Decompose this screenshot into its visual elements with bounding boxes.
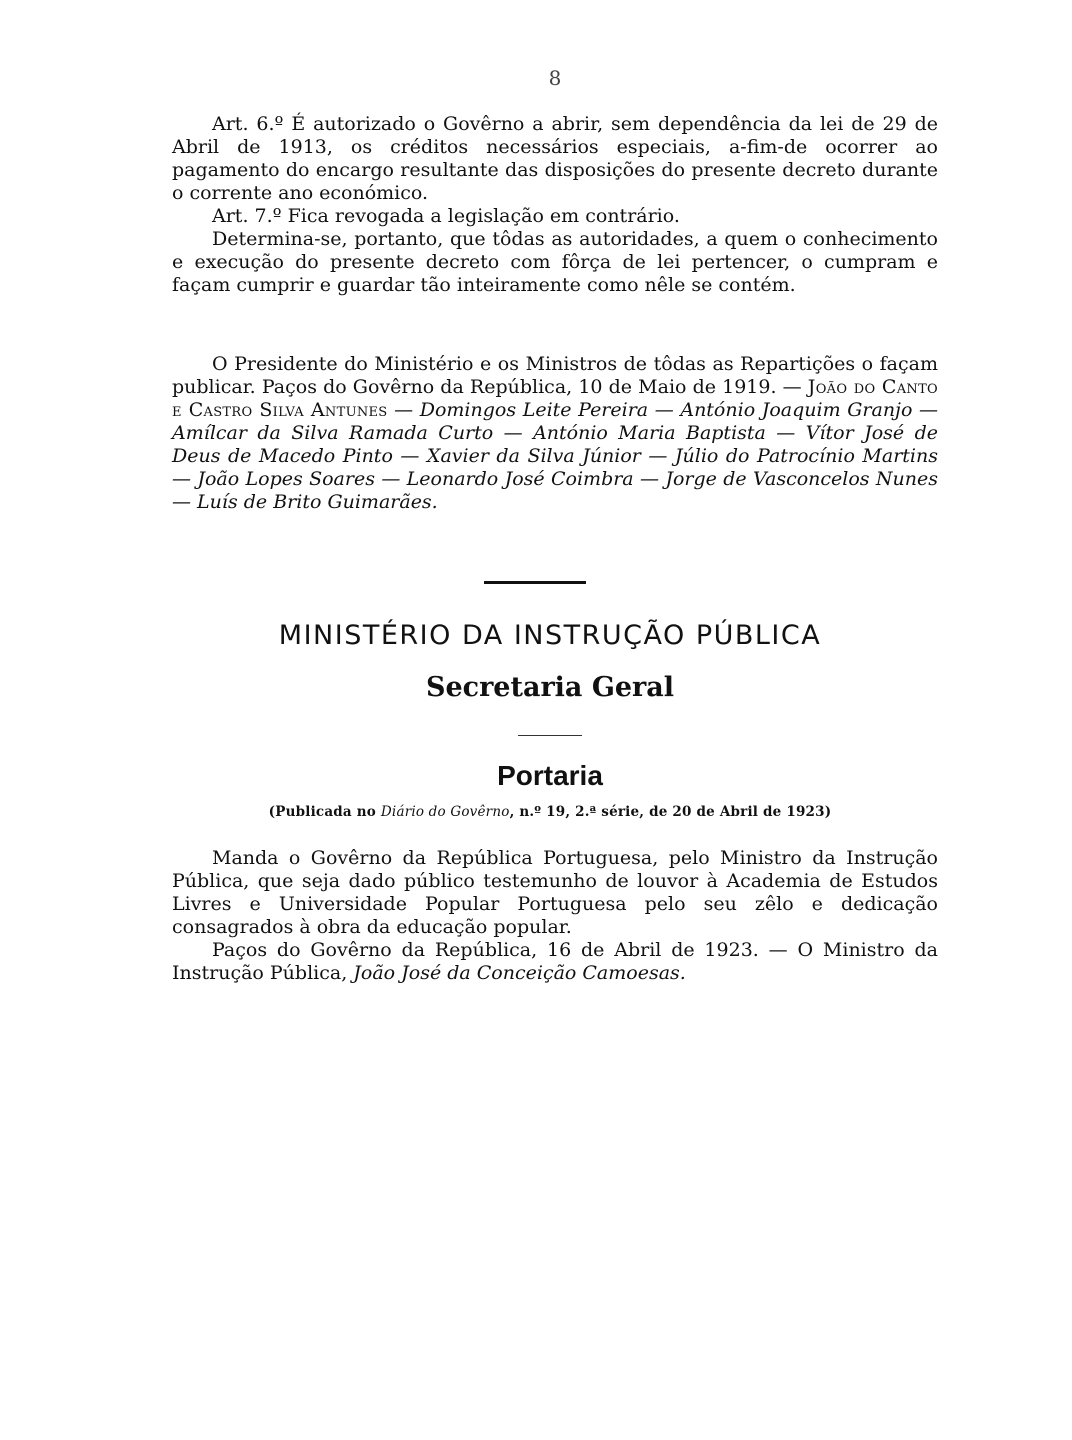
article-6-paragraph: Art. 6.º É autorizado o Govêrno a abrir, sem dependência da lei de 29 de Abril de 1913, os créditos necessários especiais, a-fim-de ocorrer ao pagamento do encargo resultante das disposições do presente decreto durante o corrente ano económico. [172,113,938,204]
portaria-title: Portaria [497,760,603,791]
portaria-text-block [172,847,938,985]
signatures-block [172,353,938,514]
article-7-paragraph: Art. 7.º Fica revogada a legislação em contrário. [212,205,680,227]
ministry-heading: MINISTÉRIO DA INSTRUÇÃO PÚBLICA [278,620,822,651]
publication-note: (Publicada no Diário do Govêrno, n.º 19, 2.ª série, de 20 de Abril de 1923) [268,804,832,820]
president-signature: João do Canto e Castro Silva Antunes [172,376,938,421]
section-divider-thin [518,735,582,736]
publication-order-text: O Presidente do Ministério e os Ministros de tôdas as Repartições o façam publicar. Paços do Govêrno da República, 10 de Maio de 1919. — [172,353,938,398]
department-heading: Secretaria Geral [425,672,675,703]
ministers-signatures: — Domingos Leite Pereira — António Joaquim Granjo — Amílcar da Silva Ramada Curto — António Maria Baptista — Vítor José de Deus de Macedo Pinto — Xavier da Silva Júnior — Júlio do Patrocínio Martins — João Lopes Soares — Leonardo José Coimbra — Jorge de Vasconcelos Nunes — Luís de Brito Guimarães. [172,399,938,513]
determination-paragraph: Determina-se, portanto, que tôdas as autoridades, a quem o conhecimento e execução do presente decreto com fôrça de lei pertencer, o cumpram e façam cumprir e guardar tão inteiramente como nêle se contém. [172,228,938,296]
journal-name: Diário do Govêrno [380,804,510,820]
publication-order-paragraph [172,353,938,514]
page-number: 8 [548,66,562,90]
section-divider-thick [484,581,586,584]
portaria-body: Manda o Govêrno da República Portuguesa, pelo Ministro da Instrução Pública, que seja dado público testemunho de louvor à Academia de Estudos Livres e Universidade Popular Portuguesa pelo seu zêlo e dedicação consagrados à obra da educação popular. [172,847,938,938]
decree-text-block [172,113,938,297]
minister-signature: João José da Conceição Camoesas. [353,962,686,984]
portaria-closing: Paços do Govêrno da República, 16 de Abril de 1923. — O Ministro da Instrução Pública, João José da Conceição Camoesas. [172,939,938,984]
